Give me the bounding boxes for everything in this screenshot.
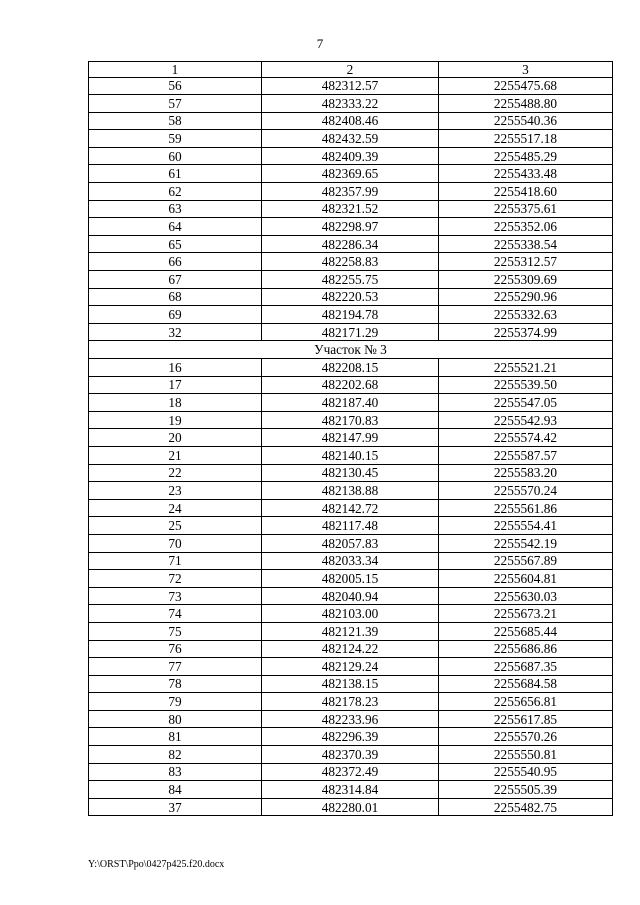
x-coordinate-cell: 482057.83 [262,534,439,552]
y-coordinate-cell: 2255542.93 [439,411,613,429]
x-coordinate-cell: 482333.22 [262,95,439,113]
y-coordinate-cell: 2255517.18 [439,130,613,148]
table-row [89,693,613,711]
table-row [89,499,613,517]
x-coordinate-cell: 482202.68 [262,376,439,394]
x-coordinate-cell: 482258.83 [262,253,439,271]
y-coordinate-cell: 2255482.75 [439,798,613,816]
x-coordinate-cell: 482286.34 [262,235,439,253]
y-coordinate-cell: 2255604.81 [439,570,613,588]
y-coordinate-cell: 2255687.35 [439,658,613,676]
point-number-cell: 60 [89,147,262,165]
y-coordinate-cell: 2255587.57 [439,446,613,464]
y-coordinate-cell: 2255547.05 [439,394,613,412]
point-number-cell: 83 [89,763,262,781]
x-coordinate-cell: 482040.94 [262,587,439,605]
point-number-cell: 70 [89,534,262,552]
table-row [89,271,613,289]
y-coordinate-cell: 2255554.41 [439,517,613,535]
y-coordinate-cell: 2255656.81 [439,693,613,711]
table-row [89,622,613,640]
table-body [89,77,613,816]
y-coordinate-cell: 2255570.24 [439,482,613,500]
point-number-cell: 25 [89,517,262,535]
column-header-y: 3 [439,62,613,78]
point-number-cell: 79 [89,693,262,711]
x-coordinate-cell: 482187.40 [262,394,439,412]
x-coordinate-cell: 482432.59 [262,130,439,148]
x-coordinate-cell: 482103.00 [262,605,439,623]
point-number-cell: 75 [89,622,262,640]
column-header-point-number: 1 [89,62,262,78]
y-coordinate-cell: 2255685.44 [439,622,613,640]
x-coordinate-cell: 482121.39 [262,622,439,640]
x-coordinate-cell: 482408.46 [262,112,439,130]
x-coordinate-cell: 482296.39 [262,728,439,746]
y-coordinate-cell: 2255375.61 [439,200,613,218]
point-number-cell: 56 [89,77,262,95]
point-number-cell: 19 [89,411,262,429]
table-row [89,288,613,306]
x-coordinate-cell: 482370.39 [262,746,439,764]
table-row [89,446,613,464]
y-coordinate-cell: 2255684.58 [439,675,613,693]
y-coordinate-cell: 2255570.26 [439,728,613,746]
point-number-cell: 58 [89,112,262,130]
x-coordinate-cell: 482321.52 [262,200,439,218]
table-row [89,746,613,764]
table-row [89,728,613,746]
table-row [89,218,613,236]
y-coordinate-cell: 2255574.42 [439,429,613,447]
x-coordinate-cell: 482298.97 [262,218,439,236]
y-coordinate-cell: 2255309.69 [439,271,613,289]
y-coordinate-cell: 2255550.81 [439,746,613,764]
table-row [89,200,613,218]
point-number-cell: 65 [89,235,262,253]
point-number-cell: 77 [89,658,262,676]
table-header-row [89,62,613,78]
point-number-cell: 81 [89,728,262,746]
table-row [89,77,613,95]
point-number-cell: 21 [89,446,262,464]
point-number-cell: 82 [89,746,262,764]
x-coordinate-cell: 482171.29 [262,323,439,341]
y-coordinate-cell: 2255540.95 [439,763,613,781]
y-coordinate-cell: 2255418.60 [439,183,613,201]
point-number-cell: 76 [89,640,262,658]
point-number-cell: 59 [89,130,262,148]
point-number-cell: 17 [89,376,262,394]
point-number-cell: 16 [89,359,262,377]
x-coordinate-cell: 482130.45 [262,464,439,482]
point-number-cell: 78 [89,675,262,693]
x-coordinate-cell: 482369.65 [262,165,439,183]
table-row [89,112,613,130]
x-coordinate-cell: 482372.49 [262,763,439,781]
x-coordinate-cell: 482233.96 [262,710,439,728]
point-number-cell: 84 [89,781,262,799]
file-path-footer: Y:\ORST\Ppo\0427p425.f20.docx [88,859,225,870]
table-row [89,183,613,201]
table-row [89,147,613,165]
point-number-cell: 20 [89,429,262,447]
table-row [89,605,613,623]
y-coordinate-cell: 2255312.57 [439,253,613,271]
table-row [89,482,613,500]
table-row [89,781,613,799]
table-row [89,658,613,676]
x-coordinate-cell: 482255.75 [262,271,439,289]
x-coordinate-cell: 482357.99 [262,183,439,201]
point-number-cell: 69 [89,306,262,324]
table-row [89,517,613,535]
table-row [89,376,613,394]
table-row [89,411,613,429]
point-number-cell: 66 [89,253,262,271]
x-coordinate-cell: 482280.01 [262,798,439,816]
y-coordinate-cell: 2255686.86 [439,640,613,658]
table-row [89,235,613,253]
x-coordinate-cell: 482178.23 [262,693,439,711]
x-coordinate-cell: 482194.78 [262,306,439,324]
table-row [89,130,613,148]
point-number-cell: 32 [89,323,262,341]
table-row [89,552,613,570]
table-row [89,640,613,658]
y-coordinate-cell: 2255561.86 [439,499,613,517]
section-title-row [89,341,613,359]
y-coordinate-cell: 2255485.29 [439,147,613,165]
x-coordinate-cell: 482409.39 [262,147,439,165]
y-coordinate-cell: 2255521.21 [439,359,613,377]
table-row [89,306,613,324]
point-number-cell: 74 [89,605,262,623]
x-coordinate-cell: 482117.48 [262,517,439,535]
point-number-cell: 22 [89,464,262,482]
point-number-cell: 72 [89,570,262,588]
table-row [89,359,613,377]
x-coordinate-cell: 482140.15 [262,446,439,464]
y-coordinate-cell: 2255475.68 [439,77,613,95]
point-number-cell: 80 [89,710,262,728]
table-row [89,798,613,816]
y-coordinate-cell: 2255567.89 [439,552,613,570]
x-coordinate-cell: 482129.24 [262,658,439,676]
point-number-cell: 71 [89,552,262,570]
y-coordinate-cell: 2255374.99 [439,323,613,341]
x-coordinate-cell: 482312.57 [262,77,439,95]
point-number-cell: 63 [89,200,262,218]
point-number-cell: 57 [89,95,262,113]
y-coordinate-cell: 2255583.20 [439,464,613,482]
y-coordinate-cell: 2255338.54 [439,235,613,253]
point-number-cell: 37 [89,798,262,816]
point-number-cell: 18 [89,394,262,412]
point-number-cell: 68 [89,288,262,306]
section-title: Участок № 3 [89,341,613,359]
table-row [89,710,613,728]
x-coordinate-cell: 482314.84 [262,781,439,799]
coordinates-table [88,61,613,816]
x-coordinate-cell: 482142.72 [262,499,439,517]
y-coordinate-cell: 2255542.19 [439,534,613,552]
x-coordinate-cell: 482033.34 [262,552,439,570]
table-row [89,763,613,781]
table-row [89,429,613,447]
x-coordinate-cell: 482170.83 [262,411,439,429]
y-coordinate-cell: 2255673.21 [439,605,613,623]
y-coordinate-cell: 2255352.06 [439,218,613,236]
point-number-cell: 67 [89,271,262,289]
table-row [89,253,613,271]
table-row [89,165,613,183]
y-coordinate-cell: 2255630.03 [439,587,613,605]
point-number-cell: 73 [89,587,262,605]
column-header-x: 2 [262,62,439,78]
table-row [89,95,613,113]
x-coordinate-cell: 482208.15 [262,359,439,377]
y-coordinate-cell: 2255539.50 [439,376,613,394]
page-number: 7 [316,36,324,51]
point-number-cell: 61 [89,165,262,183]
table-row [89,570,613,588]
y-coordinate-cell: 2255332.63 [439,306,613,324]
table-row [89,675,613,693]
y-coordinate-cell: 2255617.85 [439,710,613,728]
y-coordinate-cell: 2255540.36 [439,112,613,130]
y-coordinate-cell: 2255505.39 [439,781,613,799]
table-row [89,323,613,341]
y-coordinate-cell: 2255290.96 [439,288,613,306]
table-row [89,394,613,412]
y-coordinate-cell: 2255488.80 [439,95,613,113]
x-coordinate-cell: 482220.53 [262,288,439,306]
point-number-cell: 24 [89,499,262,517]
point-number-cell: 23 [89,482,262,500]
x-coordinate-cell: 482138.15 [262,675,439,693]
table-row [89,534,613,552]
x-coordinate-cell: 482138.88 [262,482,439,500]
y-coordinate-cell: 2255433.48 [439,165,613,183]
table-row [89,464,613,482]
table-row [89,587,613,605]
x-coordinate-cell: 482147.99 [262,429,439,447]
point-number-cell: 64 [89,218,262,236]
x-coordinate-cell: 482005.15 [262,570,439,588]
x-coordinate-cell: 482124.22 [262,640,439,658]
point-number-cell: 62 [89,183,262,201]
